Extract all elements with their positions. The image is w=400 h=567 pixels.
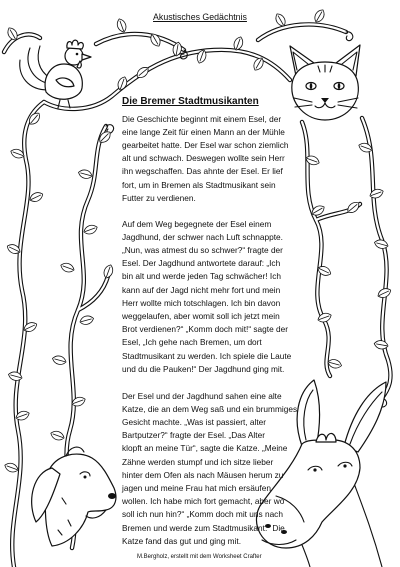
story-line: Stadtmusikant zu werden. Ich spiele die Laute: [122, 350, 292, 361]
story-line: Bartputzer?“ fragte der Esel. „Das Alter: [122, 430, 265, 441]
story-paragraph-1: [122, 113, 288, 205]
story-paragraph-2: [122, 218, 291, 376]
vine-leaf: [327, 358, 343, 370]
vine-leaf: [373, 238, 389, 250]
story-line: Esel. Der Jagdhund antwortete darauf: „Ich: [122, 258, 281, 269]
story-line: Brot verdienen?“ „Komm doch mit!“ sagte der: [122, 324, 289, 335]
story-line: fort, um in Bremen als Stadtmusikant sein: [122, 179, 276, 190]
vine: [362, 118, 390, 398]
story-line: Bremen und werde zum Stadtmusikant.“ Die: [122, 522, 285, 533]
story-line: Katze fand das gut und ging mit.: [122, 535, 242, 546]
cat-icon: [290, 45, 360, 120]
dog-icon: [32, 447, 116, 546]
story-line: Auf dem Weg begegnete der Esel einem: [122, 218, 272, 229]
footer-credit: M.Bergholz, erstellt mit dem Worksheet Crafter: [137, 554, 262, 560]
story-title: Die Bremer Stadtmusikanten: [122, 96, 259, 107]
story-line: Zähne werden stumpf und ich sitze lieber: [122, 456, 274, 467]
story-line: soll ich nun hin?“ „Komm doch mit uns nach: [122, 509, 283, 520]
story-line: eine lange Zeit für einen Mann an der Mühle: [122, 126, 285, 137]
story-line: hinter dem Ofen als nach Mäusen herum zu: [122, 469, 284, 480]
story-line: Jagdhund, der schwer nach Luft schnappte.: [122, 231, 283, 242]
story-line: Gesicht machte. „Was ist passiert, alter: [122, 417, 267, 428]
vine-leaf: [77, 168, 93, 180]
rooster-icon: [20, 40, 91, 108]
story-line: Futter zu verdienen.: [122, 192, 196, 203]
vine-leaf: [59, 261, 75, 274]
story-line: Der Esel und der Jagdhund sahen eine alte: [122, 390, 282, 401]
worksheet-header-text: Akustisches Gedächtnis: [153, 12, 247, 22]
story-line: Herr wollte mich totschlagen. Ich bin davon: [122, 297, 281, 308]
vine-leaf: [49, 429, 65, 442]
story-line: jagen und meine Frau hat mich ersäufen: [122, 483, 271, 493]
story-line: und du die Pauken!“ Der Jagdhund ging mit.: [122, 363, 285, 374]
worksheet-header: [0, 12, 400, 23]
vine-leaf: [376, 286, 392, 299]
vine-leaf: [79, 314, 95, 326]
story-line: „Nun, was atmest du so schwer?“ fragte der: [122, 245, 283, 256]
vine-leaf: [3, 461, 19, 474]
story-paragraph-3: [122, 390, 297, 548]
story-line: Die Geschichte beginnt mit einem Esel, der: [122, 113, 282, 124]
story-line: kann auf der Jagd nicht mehr fort und mein: [122, 284, 281, 295]
vine-leaf: [83, 223, 99, 236]
story-line: alt und schwach. Deswegen wollte sein Herr: [122, 153, 285, 164]
vine-leaf: [28, 190, 44, 203]
story-line: bin alt und werde jeden Tag schwächer! Ich: [122, 271, 281, 282]
story-line: Esel, „Ich gehe nach Bremen, um dort: [122, 337, 262, 348]
vine-leaf: [51, 354, 67, 366]
vine-leaf: [102, 263, 115, 279]
story-line: ihn wegschaffen. Das ahnte der Esel. Er lief: [122, 166, 283, 177]
story-line: gearbeitet hatte. Der Esel war schon ziemlich: [122, 140, 289, 151]
story-line: klopft an meine Tür“, sagte die Katze. „Meine: [122, 443, 288, 454]
story-line: wollen. Ich habe mich fort gemacht, aber wo: [122, 496, 285, 507]
story-line: Katze, die an dem Weg saß und ein brummiges: [122, 403, 298, 414]
story-line: weggelaufen, aber womit soll ich jetzt mein: [122, 311, 280, 321]
